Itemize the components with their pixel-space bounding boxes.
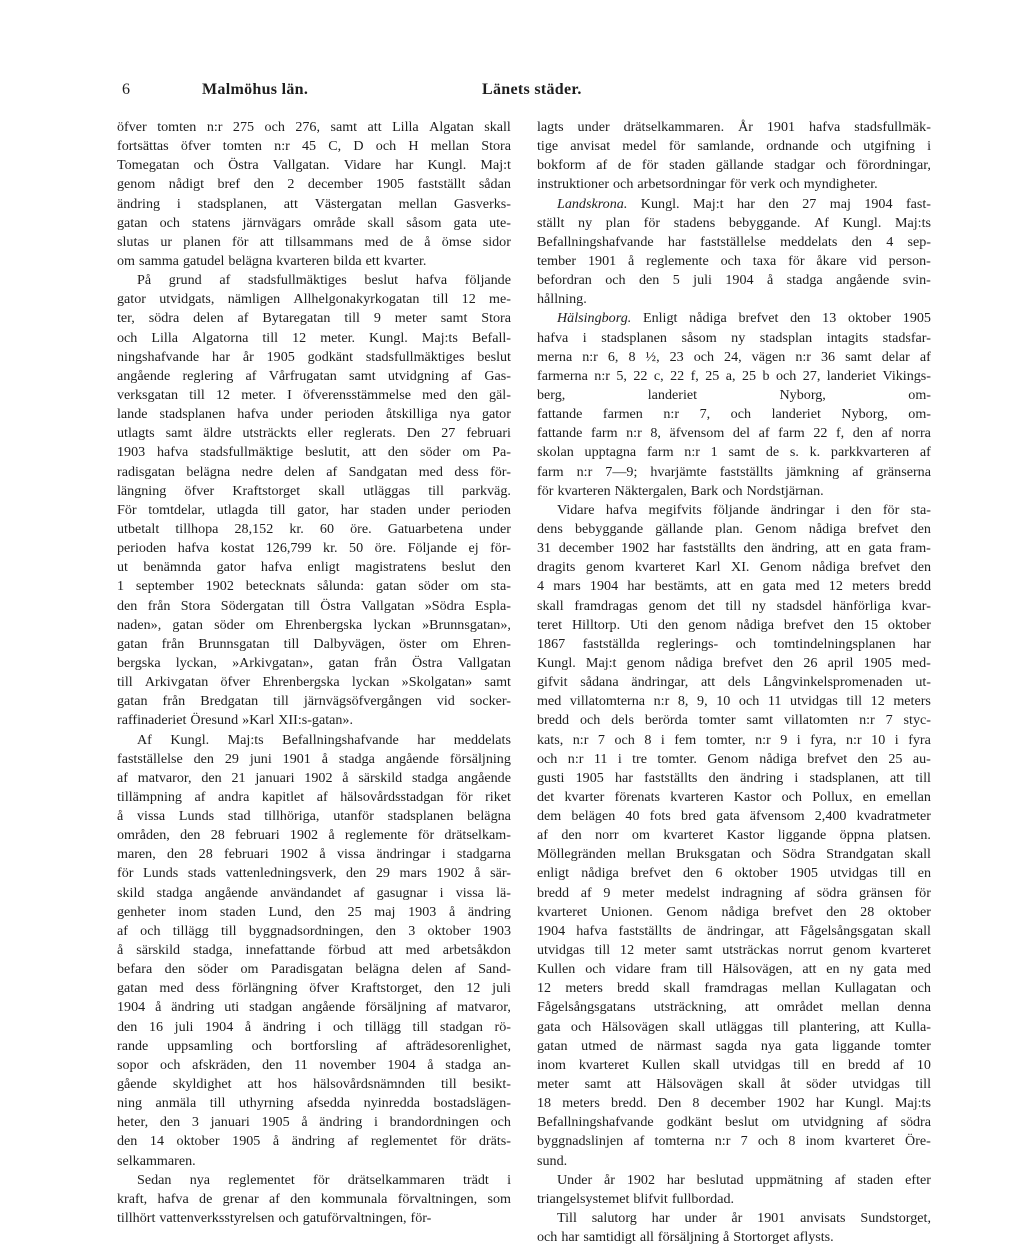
page-number: 6 [122, 81, 130, 98]
left-line: sopor och afskräden, den 11 november 1904 å stadga an- [117, 1056, 511, 1073]
left-line: angående reglering af Vårfrugatan samt utvidgning af Gas- [117, 367, 511, 384]
right-line: bredd af 9 meter medelst indragning af södra gränsen för [537, 884, 931, 901]
right-line: fattande farm n:r 8, äfvensom del af farm 22 f, den af norra [537, 425, 931, 442]
right-line: Hälsingborg. Enligt nådiga brefvet den 13 oktober 1905 [557, 310, 931, 327]
right-line: 1867 fastställda reglerings- och tomtindelningsplanen har [537, 635, 931, 652]
right-line: fattande farmen n:r 7, och landeriet Nyborg, om- [537, 406, 931, 423]
left-line: områden, den 28 februari 1902 å reglemente för drätselkam- [117, 827, 511, 844]
right-line: tember 1901 å reglemente och taxa för åkare vid person- [537, 252, 931, 269]
right-line: tige anvisat medel för samlande, ordnande och utgifning i [537, 138, 931, 155]
left-line: den 16 juli 1904 å ändring i och tillägg till stadgan rö- [117, 1018, 511, 1035]
right-line: Kullen och vidare fram till Hälsovägen, att en ny gata med [537, 961, 931, 978]
left-line: ut benämnda gator hafva enligt magistratens beslut den [117, 559, 511, 576]
left-line: 1 september 1902 betecknats sålunda: gatan söder om sta- [117, 578, 511, 595]
right-line: kvarteret Unionen. Genom nådiga brefvet den 28 oktober [537, 903, 931, 920]
right-line: Till salutorg har under år 1901 anvisats Sundstorget, [557, 1210, 931, 1227]
left-line: genom nådigt bref den 2 december 1905 fastställt sådan [117, 176, 511, 193]
right-line: instruktioner och arbetsordningar för verk och myndigheter. [537, 176, 878, 193]
left-line: Sedan nya reglementet för drätselkammaren trädt i [137, 1171, 511, 1188]
right-line: dragits genom kvarteret Karl XI. Genom nådiga brefvet den [537, 559, 931, 576]
right-line: bokform af de för staden gällande stadgar och förordningar, [537, 157, 931, 174]
left-line: maren, den 28 februari 1902 å vissa ändringar i stadgarna [117, 846, 511, 863]
right-line: gatan utmed de närmast sagda nya gata liggande tomter [537, 1037, 931, 1054]
right-line: och har samtidigt all försäljning å Stortorget aflysts. [537, 1229, 834, 1246]
left-line: ändring i stadsplanen, att Västergatan mellan Gasverks- [117, 195, 511, 212]
right-line: hafva i stadsplanen såsom ny stadsplan intagits stadsfar- [537, 329, 931, 346]
right-line: af den norr om kvarteret Kastor liggande öppna platsen. [537, 827, 931, 844]
right-line: enligt nådiga brefvet den 6 oktober 1905 utvidgas till en [537, 865, 931, 882]
right-line: 31 december 1902 har fastställts den ändring, att en gata fram- [537, 540, 931, 557]
left-line: bergska lyckan, »Arkivgatan», gatan från Östra Vallgatan [117, 654, 511, 671]
left-line: af matvaror, den 21 januari 1902 å särskild stadga angående [117, 769, 511, 786]
left-line: befara den söder om Paradisgatan belägna delen af Sand- [117, 961, 511, 978]
right-line: triangelsystemet blifvit fullbordad. [537, 1190, 735, 1207]
right-line: dem belägen 40 fots bred gata äfvensom 2,400 kvadratmeter [537, 808, 931, 825]
right-line: Befallningshafvande har fastställelse meddelats den 4 sep- [537, 233, 931, 250]
left-line: till Arkivgatan öfver Ehrenbergska lyckan »Skolgatan» samt [117, 674, 511, 691]
left-line: tillämpning af andra kapitlet af hälsovårdsstadgan för riket [117, 788, 511, 805]
left-line: Af Kungl. Maj:ts Befallningshafvande har meddelats [137, 731, 511, 748]
right-line: berg, landeriet Nyborg, om- [537, 386, 931, 403]
right-line: 12 meters bredd skall framdragas mellan Kullagatan och [537, 980, 931, 997]
left-line: fastställelse den 29 juni 1901 å stadga angående försäljning [117, 750, 511, 767]
right-line: med villatomterna n:r 8, 9, 10 och 11 utvidgas till 12 meters [537, 693, 931, 710]
right-text-column [537, 118, 931, 1247]
right-line: hållning. [537, 291, 587, 308]
left-line: tillhört vattenverksstyrelsen och gatuförvaltningen, för- [117, 1210, 432, 1227]
left-line: perioden hafva kostat 126,799 kr. 50 öre. Följande ej för- [117, 540, 511, 557]
left-line: 1903 hafva stadsfullmäktige beslutit, att den söder om Pa- [117, 444, 511, 461]
left-line: gator utvidgats, nämligen Allhelgonakyrkogatan till 12 me- [117, 291, 511, 308]
left-line: genheter inom staden Lund, den 25 maj 1903 å ändring [117, 903, 511, 920]
right-line: 1904 hafva fastställts de ändringar, att Fågelsångsgatan skall [537, 922, 931, 939]
left-line: gatan från Bredgatan till järnvägsöfvergången vid socker- [117, 693, 511, 710]
right-line: och n:r 11 i tre tomter. Genom nådiga brefvet den 25 au- [537, 750, 931, 767]
left-line: verksgatan till 12 meter. I öfverensstämmelse med den gäl- [117, 386, 511, 403]
right-line: inom kvarteret Kullen skall utvidgas till en bredd af 10 [537, 1056, 931, 1073]
left-line: utbetalt tillhopa 28,152 kr. 60 öre. Gatuarbetena under [117, 520, 511, 537]
left-line: af och tillägg till byggnadsordningen, den 3 oktober 1903 [117, 922, 511, 939]
left-line: skild stadga angående användandet af gasugnar i vissa lä- [117, 884, 511, 901]
right-line: merna n:r 6, 8 ½, 23 och 24, vägen n:r 36 samt delar af [537, 348, 931, 365]
left-line: ter, södra delen af Bytaregatan till 9 meter samt Stora [117, 310, 511, 327]
right-line: kats, n:r 7 och 8 i fem tomter, n:r 9 i fyra, n:r 10 i fyra [537, 731, 931, 748]
right-line: bredd och dels berörda tomter samt villatomten n:r 7 styc- [537, 712, 931, 729]
left-line: På grund af stadsfullmäktiges beslut hafva följande [137, 272, 511, 289]
left-line: 1904 å ändring uti stadgan angående försäljning af matvaror, [117, 999, 511, 1016]
running-header-left: Malmöhus län. [202, 81, 309, 98]
left-line: om samma gatudel belägna kvarteren bilda ett kvarter. [117, 252, 427, 269]
left-line: slutas ur planen för att tillsammans med de å ömse sidor [117, 233, 511, 250]
right-line: skall framdragas genom det till ny stadsdel hänförliga kvar- [537, 597, 931, 614]
right-line: ställt ny plan för stadens bebyggande. Af Kungl. Maj:ts [537, 214, 931, 231]
right-line: lagts under drätselkammaren. År 1901 hafva stadsfullmäk- [537, 119, 931, 135]
left-line: raffinaderiet Öresund »Karl XII:s-gatan». [117, 712, 353, 729]
right-line: befordran och den 5 juli 1904 å stadga angående svin- [537, 272, 931, 289]
left-line: gatan och statens järnvägars område skall såsom gata ute- [117, 214, 511, 231]
right-line: för kvarteren Näktergalen, Bark och Nordstjärnan. [537, 482, 824, 499]
right-line: sund. [537, 1152, 568, 1169]
left-line: å vissa Lunds stad tillhöriga, utanför stadsplanen belägna [117, 808, 511, 825]
left-line: Tomegatan och Östra Vallgatan. Vidare har Kungl. Maj:t [117, 157, 511, 174]
right-line: Landskrona. Kungl. Maj:t har den 27 maj 1904 fast- [557, 195, 931, 212]
right-line: Vidare hafva megifvits följande ändringar i den för sta- [557, 501, 931, 518]
right-line: Möllegränden mellan Bruksgatan och Södra Strandgatan skall [537, 846, 931, 863]
left-line: selkammaren. [117, 1152, 196, 1169]
right-line: 18 meters bredd. Den 8 december 1902 har Kungl. Maj:ts [537, 1095, 931, 1112]
left-line: den 14 oktober 1905 å ändring af reglementet för dräts- [117, 1133, 511, 1150]
running-header-right: Länets städer. [482, 81, 582, 98]
left-line: gatan med dess förlängning öfver Kraftstorget, den 12 juli [117, 980, 511, 997]
right-line: utvidgas till 12 meter samt utsträckas norrut genom kvarteret [537, 942, 931, 959]
left-line: å särskild stadga, innefattande förbud att med arbetsåkdon [117, 942, 511, 959]
left-line: lande stadsplanen hafva under perioden åtskilliga nya gator [117, 406, 511, 423]
left-text-column [117, 118, 511, 1228]
right-line: gusti 1905 har fastställts den ändring i stadsplanen, att till [537, 769, 931, 786]
right-line: farmerna n:r 5, 22 c, 22 f, 25 a, 25 b och 27, landeriet Vikings- [537, 367, 931, 384]
left-line: naden», gatan söder om Ehrenbergska lyckan »Brunnsgatan», [117, 616, 511, 633]
left-line: öfver tomten n:r 275 och 276, samt att Lilla Algatan skall [117, 119, 511, 135]
left-line: heter, den 3 januari 1905 å ändring i brandordningen och [117, 1114, 511, 1131]
right-line: Kungl. Maj:t genom nådiga brefvet den 26 april 1905 med- [537, 654, 931, 671]
right-line: Under år 1902 har beslutad uppmätning af staden efter [557, 1171, 931, 1188]
left-line: gående skyldighet att hos hälsovårdsnämnden till besikt- [117, 1076, 511, 1093]
right-line: Fågelsångsgatans utsträckning, att området mellan denna [537, 999, 931, 1016]
right-line: teret Hilltorp. Uti den genom nådiga brefvet den 15 oktober [537, 616, 931, 633]
left-line: längning öfver Kraftstorget skall utläggas till parkväg. [117, 482, 511, 499]
left-line: utlagts samt äldre utsträckts eller reglerats. Den 27 februari [117, 425, 511, 442]
left-line: för Lunds stads vattenledningsverk, den 29 mars 1902 å sär- [117, 865, 511, 882]
left-line: den från Stora Södergatan till Östra Vallgatan »Södra Espla- [117, 597, 511, 614]
right-line: gifvit sådana ändringar, att dels Långvinkelspromenaden ut- [537, 674, 931, 691]
left-line: fortsättas öfver tomten n:r 45 C, D och H mellan Stora [117, 138, 511, 155]
left-line: För tomtdelar, utlagda till gator, har staden under perioden [117, 501, 511, 518]
left-line: kraft, hafva de grenar af den kommunala förvaltningen, som [117, 1190, 511, 1207]
right-line: meter samt att Hälsovägen skall åt söder utvidgas till [537, 1076, 931, 1093]
right-line: det kvarter förenats kvarteren Kastor och Pollux, en emellan [537, 788, 931, 805]
right-line: dens bebyggande gällande plan. Genom nådiga brefvet den [537, 520, 931, 537]
left-line: ning anmäla till uthyrning afsedda nyinredda bostadslägen- [117, 1095, 511, 1112]
left-line: och Lilla Algatorna till 12 meter. Kungl. Maj:ts Befall- [117, 329, 511, 346]
right-line: 4 mars 1904 har bestämts, att en gata med 12 meters bredd [537, 578, 931, 595]
left-line: radisgatan belägna nedre delen af Sandgatan med dess för- [117, 463, 511, 480]
left-line: rande uppsamling och bortforsling af afträdesorenlighet, [117, 1037, 511, 1054]
left-line: ningshafvande har år 1905 godkänt stadsfullmäktiges beslut [117, 348, 511, 365]
right-line: byggnadslinjen af tomterna n:r 7 och 8 inom kvarteret Öre- [537, 1133, 931, 1150]
right-line: Befallningshafvande godkänt beslut om utvidgning af södra [537, 1114, 931, 1131]
right-line: skolan upptagna farm n:r 1 samt de s. k. parkkvarteren af [537, 444, 931, 461]
right-line: gata och Hälsovägen skall utläggas till plantering, att Kulla- [537, 1018, 931, 1035]
left-line: gatan från Brunnsgatan till Dalbyvägen, öster om Ehren- [117, 635, 511, 652]
right-line: farm n:r 7—9; hvarjämte fastställts jämkning af gränserna [537, 463, 931, 480]
